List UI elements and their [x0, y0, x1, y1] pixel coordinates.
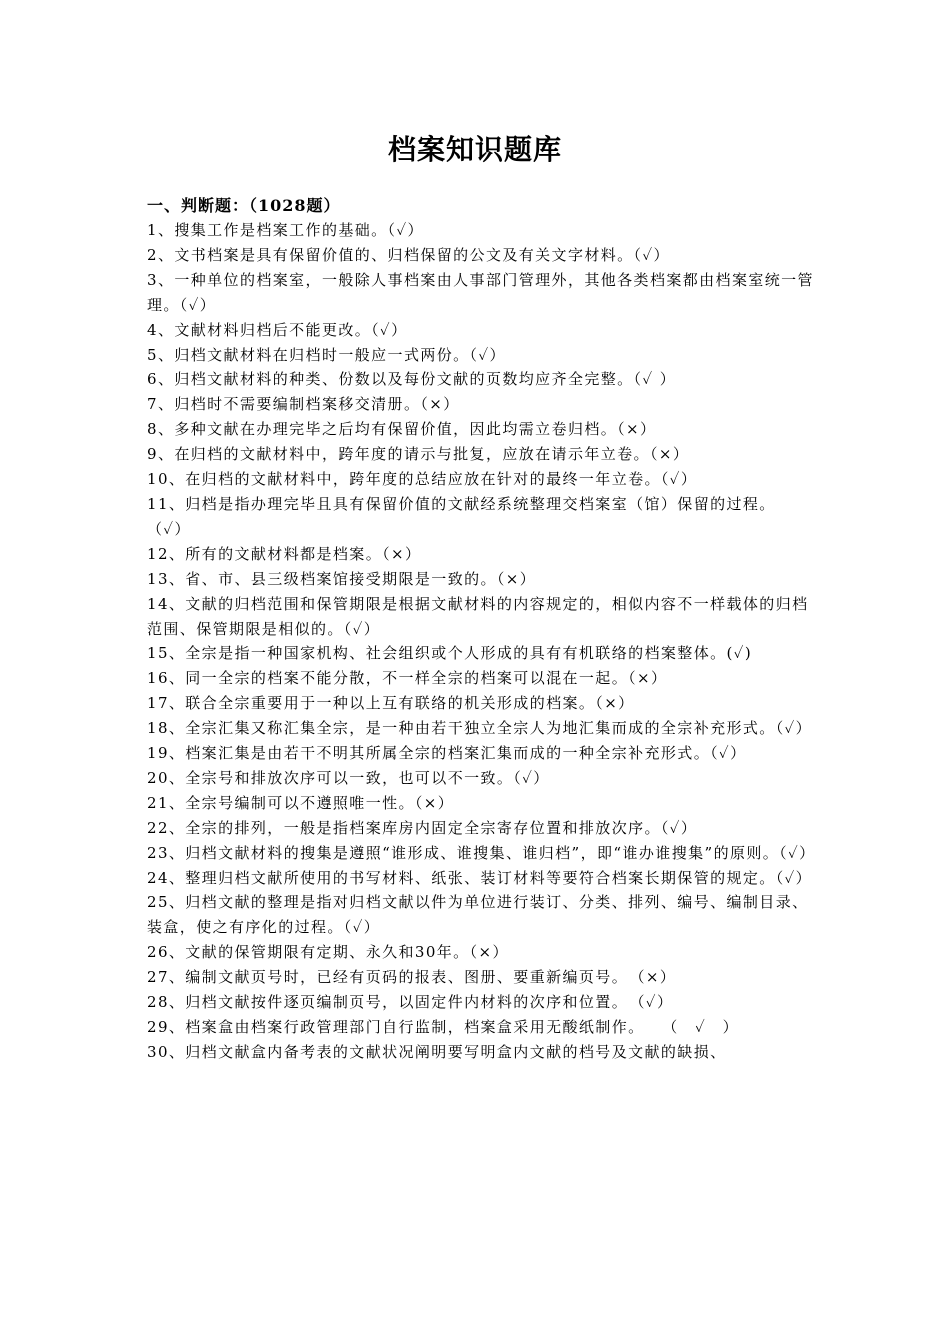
- question-item: 4、文献材料归档后不能更改。（✓）: [147, 320, 408, 339]
- question-item: 17、联合全宗重要用于一种以上互有联络的机关形成的档案。（×）: [147, 694, 635, 713]
- question-item: 29、档案盒由档案行政管理部门自行监制，档案盒采用无酸纸制作。 （ ✓ ）: [147, 1018, 739, 1036]
- question-item: 27、编制文献页号时，已经有页码的报表、图册、要重新编页号。 （×）: [147, 968, 677, 987]
- question-item: 10、在归档的文献材料中，跨年度的总结应放在针对的最终一年立卷。（✓）: [147, 470, 698, 489]
- question-item: 19、档案汇集是由若干不明其所属全宗的档案汇集而成的一种全宗补充形式。（✓）: [147, 744, 747, 763]
- question-item: 26、文献的保管期限有定期、永久和30年。（×）: [147, 943, 509, 962]
- question-item: 9、在归档的文献材料中，跨年度的请示与批复，应放在请示年立卷。（×）: [147, 445, 690, 464]
- question-item: 28、归档文献按件逐页编制页号，以固定件内材料的次序和位置。 （✓）: [147, 993, 674, 1012]
- question-item: 6、归档文献材料的种类、份数以及每份文献的页数均应齐全完整。（✓ ）: [147, 370, 677, 389]
- question-item: 30、归档文献盒内备考表的文献状况阐明要写明盒内文献的档号及文献的缺损、: [147, 1042, 727, 1061]
- question-item: 24、整理归档文献所使用的书写材料、纸张、装订材料等要符合档案长期保管的规定。（✓）: [147, 868, 813, 887]
- section-heading: 一、判断题：（1028题）: [147, 196, 341, 215]
- question-list: [147, 218, 933, 1065]
- question-item: 1、搜集工作是档案工作的基础。（✓）: [147, 221, 424, 239]
- question-item: 25、归档文献的整理是指对归档文献以件为单位进行装订、分类、排列、编号、编制目录、装盒，使之有序化的过程。（✓）: [147, 893, 809, 937]
- question-item: 11、归档是指办理完毕且具有保留价值的文献经系统整理交档案室（馆）保留的过程。 （✓）: [147, 494, 933, 538]
- question-item: 8、多种文献在办理完毕之后均有保留价值，因此均需立卷归档。（×）: [147, 420, 657, 439]
- question-item: 23、归档文献材料的搜集是遵照“谁形成、谁搜集、谁归档”，即“谁办谁搜集”的原则。（✓）: [147, 843, 816, 862]
- question-item: 2、文书档案是具有保留价值的、归档保留的公文及有关文字材料。（✓）: [147, 245, 670, 264]
- question-item: 18、全宗汇集又称汇集全宗，是一种由若干独立全宗人为地汇集而成的全宗补充形式。（✓）: [147, 719, 813, 738]
- question-item: 15、全宗是指一种国家机构、社会组织或个人形成的具有有机联络的档案整体。(✓): [147, 644, 753, 663]
- question-item: 20、全宗号和排放次序可以一致，也可以不一致。（✓）: [147, 768, 550, 787]
- question-item: 21、全宗号编制可以不遵照唯一性。（×）: [147, 793, 455, 812]
- question-item: 13、省、市、县三级档案馆接受期限是一致的。（×）: [147, 569, 537, 588]
- question-item: 7、归档时不需要编制档案移交清册。（×）: [147, 395, 460, 414]
- question-item: 16、同一全宗的档案不能分散，不一样全宗的档案可以混在一起。（×）: [147, 669, 668, 688]
- page-title: 档案知识题库: [387, 133, 562, 166]
- question-item: 5、归档文献材料在归档时一般应一式两份。（✓）: [147, 345, 506, 364]
- question-item: 14、文献的归档范围和保管期限是根据文献材料的内容规定的，相似内容不一样载体的归档范围、保管期限是相似的。（✓）: [147, 594, 809, 638]
- question-item: 3、一种单位的档案室，一般除人事档案由人事部门管理外，其他各类档案都由档案室统一管理。（✓）: [147, 270, 814, 314]
- question-item: 22、全宗的排列，一般是指档案库房内固定全宗寄存位置和排放次序。（✓）: [147, 818, 698, 837]
- question-item: 12、所有的文献材料都是档案。（×）: [147, 544, 422, 563]
